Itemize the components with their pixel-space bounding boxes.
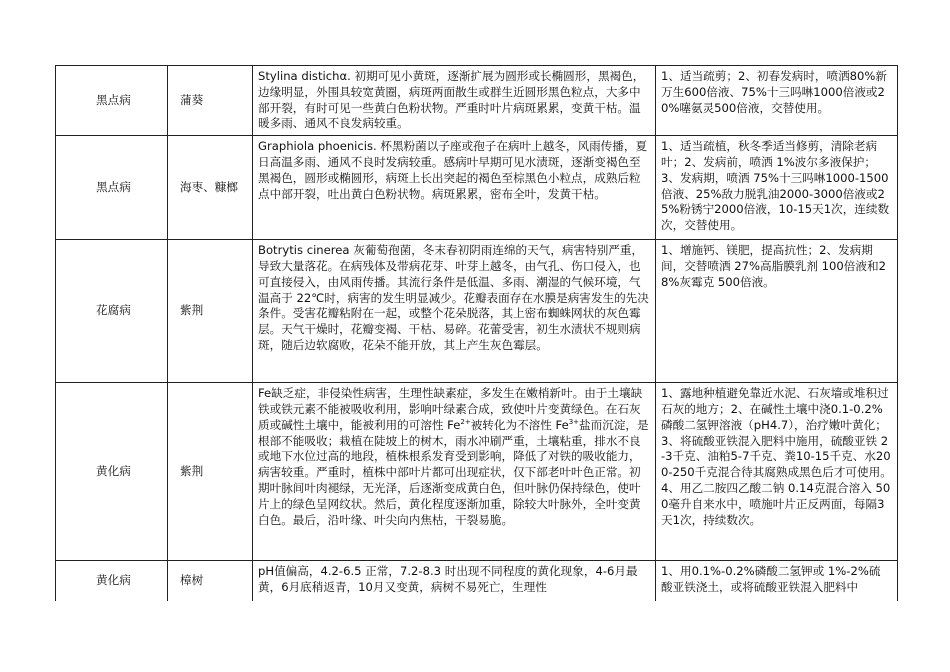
- plant-cell: 紫荆: [168, 383, 253, 561]
- symptom-cell: pH值偏高，4.2-6.5 正常，7.2-8.3 时出现不同程度的黄化现象，4-6月最黄，6月底稍返青，10月又变黄，病树不易死亡，生理性: [253, 561, 656, 601]
- superscript: 3+: [568, 417, 580, 426]
- plant-cell: 蒲葵: [168, 66, 253, 136]
- disease-cell: 黄化病: [56, 383, 168, 561]
- table-row: [56, 561, 898, 601]
- table-row: [56, 136, 898, 240]
- symptom-cell: Stylina distichα. 初期可见小黄斑，逐渐扩展为圆形或长椭圆形，黑褐色，边缘明显，外围具较宽黄圈，病斑两面散生或群生近圆形黑色粒点，大多中部开裂，有时可见一些黄白色粉状物。严重时叶片病斑累累，变黄干枯。温暖多雨、通风不良发病较重。: [253, 66, 656, 136]
- disease-cell: 花腐病: [56, 240, 168, 383]
- control-cell: 1、适当疏植，秋冬季适当修剪，清除老病叶；2、发病前，喷洒 1%波尔多液保护；3、发病期，喷洒 75%十三吗啉1000-1500 倍液、25%敌力脱乳油2000-3000倍液或25%粉锈宁2000倍液，10-15天1次，连续数次，交替使用。: [656, 136, 898, 240]
- symptom-cell: [253, 383, 656, 561]
- table-row: [56, 383, 898, 561]
- symptom-cell: Botrytis cinerea 灰葡萄孢菌，冬末春初阴雨连绵的天气，病害特别严重，导致大量落花。在病残体及带病花芽、叶芽上越冬，由气孔、伤口侵入，也可直接侵入，由风雨传播。其流行条件是低温、多雨、潮湿的气候环境，气温高于 22℃时，病害的发生明显减少。花瓣表面存在水膜是病害发生的先决条件。受害花瓣粘附在一起，或整个花朵脱落，其上密布蜘蛛网状的灰色霉层。天气干燥时，花瓣变褐、干枯、易碎。花蕾受害，初生水渍状不规则病斑，随后边软腐败，花朵不能开放，其上产生灰色霉层。: [253, 240, 656, 383]
- symptom-text: 被转化为不溶性 Fe: [470, 417, 569, 432]
- plant-cell: 樟树: [168, 561, 253, 601]
- control-cell: 1、适当疏剪；2、初春发病时，喷洒80%新万生600倍液、75%十三吗啉1000倍液或20%噻氨灵500倍液，交替使用。: [656, 66, 898, 136]
- table-row: [56, 240, 898, 383]
- control-cell: 1、用0.1%-0.2%磷酸二氢钾或 1%-2%硫酸亚铁浇土，或将硫酸亚铁混入肥料中: [656, 561, 898, 601]
- superscript: 2+: [460, 417, 471, 426]
- disease-cell: 黄化病: [56, 561, 168, 601]
- symptom-text: 盐而沉淀，是根部不能吸收；栽植在陡坡上的树木，雨水冲刷严重，土壤粘重，排水不良或地下水位过高的地段，植株根系发育受到影响，降低了对铁的吸收能力，病害较重。严重时，植株中部叶片都可出现症状，仅下部老叶叶色正常。初期叶脉间叶肉褪绿，无光泽，后逐渐变成黄白色，但叶脉仍保持绿色，使叶片上的绿色呈网纹状。然后，黄化程度逐渐加重，除较大叶脉外，全叶变黄白色。最后，沿叶缘、叶尖向内焦枯，干裂易脆。: [258, 417, 649, 527]
- control-cell: 1、增施钙、镁肥，提高抗性；2、发病期间，交替喷洒 27%高脂膜乳剂 100倍液和28%灰霉克 500倍液。: [656, 240, 898, 383]
- plant-cell: 紫荆: [168, 240, 253, 383]
- symptom-cell: Graphiola phoenicis. 杯黑粉菌以子座或孢子在病叶上越冬，风雨传播，夏日高温多雨、通风不良时发病较重。感病叶早期可见水渍斑，逐渐变褐色至黑褐色，圆形或椭圆形，病斑上长出突起的褐色至棕黑色小粒点，成熟后粒点中部开裂，吐出黄白色粉状物。病斑累累，密布全叶，发黄干枯。: [253, 136, 656, 240]
- disease-cell: 黑点病: [56, 136, 168, 240]
- disease-table: [55, 65, 898, 601]
- control-cell: 1、露地种植避免靠近水泥、石灰墙或堆积过石灰的地方；2、在碱性土壤中浇0.1-0.2%磷酸二氢钾溶液（pH4.7），治疗嫩叶黄化；3、将硫酸亚铁混入肥料中施用，硫酸亚铁 2-3千克、油粕5-7千克、粪10-15千克、水200-250千克混合待其腐熟成黑色后才可使用。4、用乙二胺四乙酸二钠 0.14克混合溶入 500毫升自来水中，喷施叶片正反两面，每隔3天1次，持续数次。: [656, 383, 898, 561]
- disease-cell: 黑点病: [56, 66, 168, 136]
- table-row: [56, 66, 898, 136]
- symptom-text: Fe缺乏症，非侵染性病害，生理性缺素症，多发生在嫩梢新叶。由于土壤缺铁或铁元素不能被吸收利用，影响叶绿素合成，致使叶片变黄绿色。在石灰质或碱性土壤中，能被利用的可溶性 Fe: [258, 386, 643, 432]
- plant-cell: 海枣、糠榔: [168, 136, 253, 240]
